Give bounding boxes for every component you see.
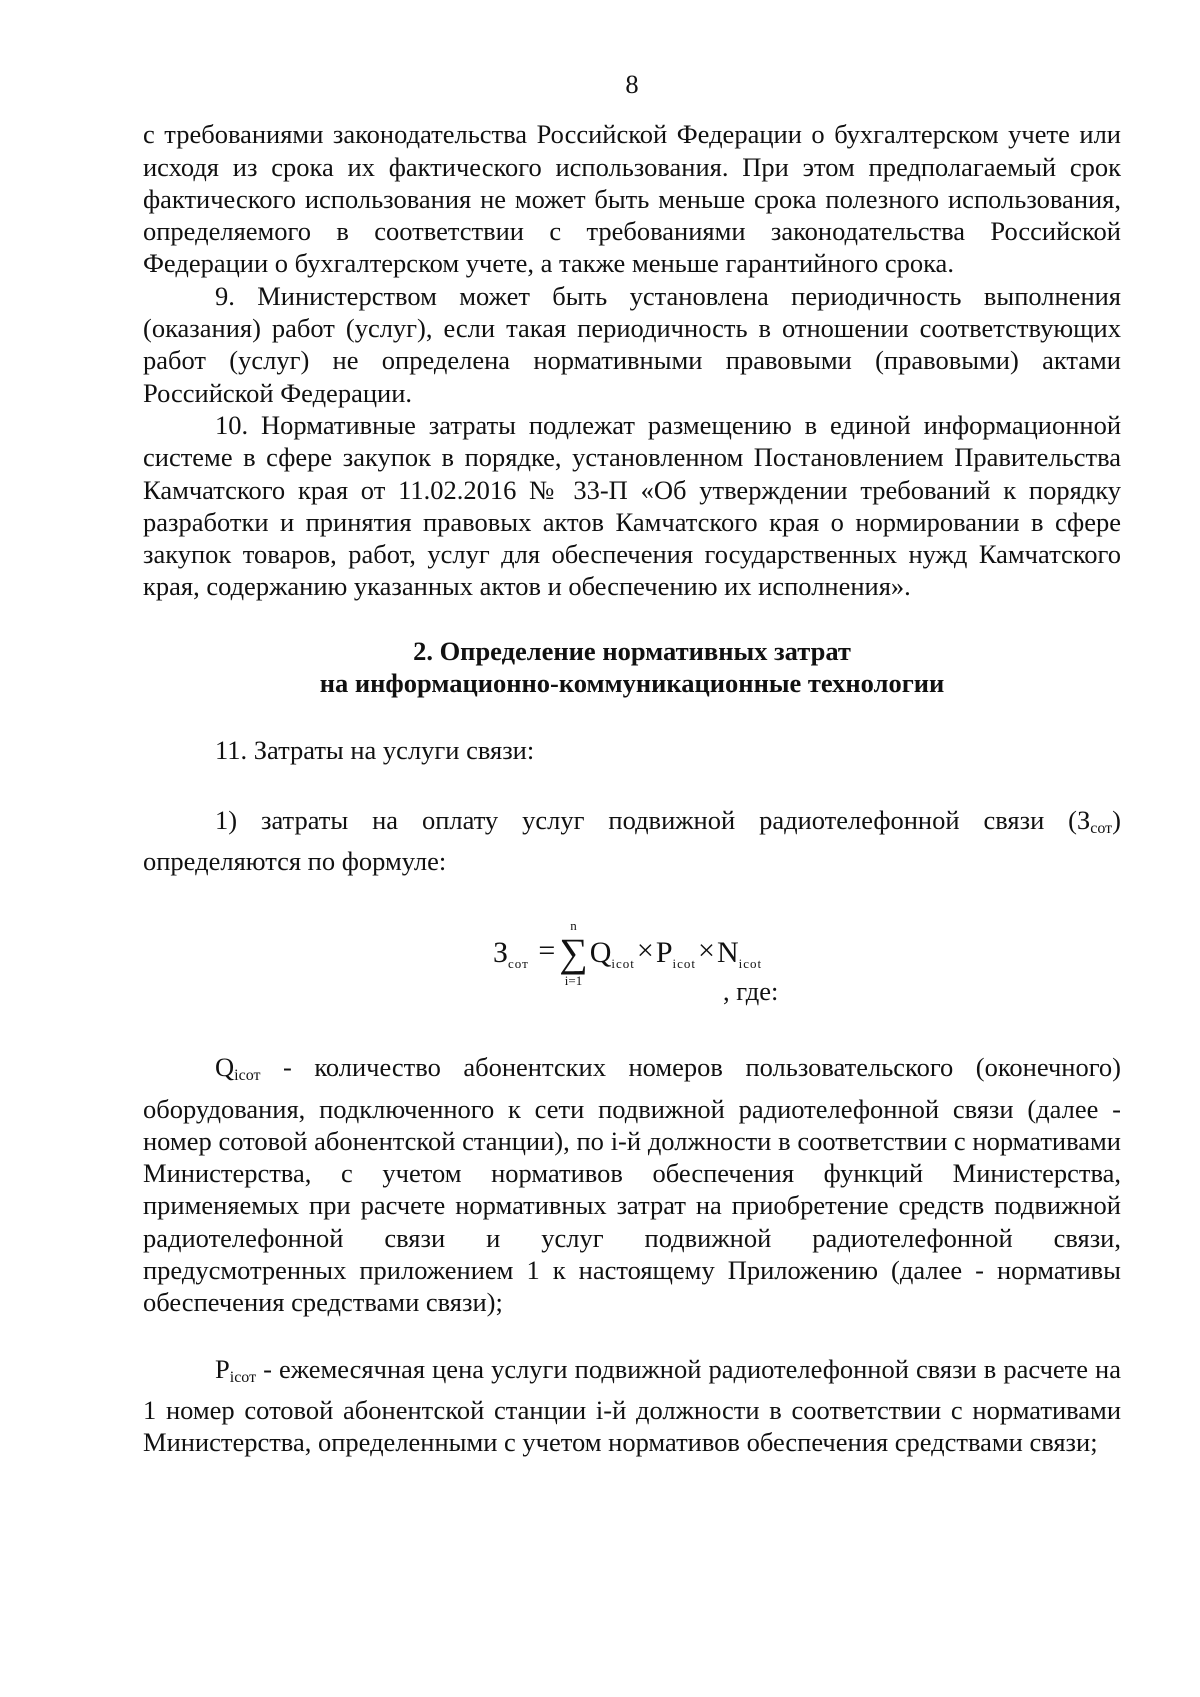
paragraph-item-11: 11. Затраты на услуги связи: [215, 735, 535, 766]
formula-n-subscript: icot [738, 956, 763, 972]
definition-q-subscript: iсот [234, 1067, 261, 1085]
formula-block [143, 918, 1121, 1017]
definition-q [143, 1051, 1121, 1318]
section-heading-line-2: на информационно-коммуникационные технологии [319, 668, 945, 699]
paragraph-continuation: с требованиями законодательства Российской Федерации о бухгалтерском учете или исходя из срока их фактического использования. При этом предполагаемый срок фактического использования не может быть меньше срока полезного использования, определяемого в соответствии с требованиями законодательства Российской Федерации о бухгалтерском учете, а также меньше гарантийного срока. [143, 119, 1121, 279]
formula-lhs: З [493, 936, 509, 970]
cost-formula [493, 918, 763, 989]
section-heading-line-1: 2. Определение нормативных затрат [413, 635, 851, 666]
formula-n: N [716, 936, 739, 970]
definition-p [143, 1353, 1121, 1459]
formula-p-subscript: icot [672, 956, 697, 972]
paragraph-item-10: 10. Нормативные затраты подлежат размещению в единой информационной системе в сфере закупок в порядке, установленном Постановлением Правительства Камчатского края от 11.02.2016 № 33-П «Об утверждении требований к порядку разработки и принятия правовых актов Камчатского края о нормировании в сфере закупок товаров, работ, услуг для обеспечения государственных нужд Камчатского края, содержанию указанных актов и обеспечению их исполнения». [143, 409, 1121, 602]
formula-times-1: × [636, 934, 654, 968]
formula-p: P [655, 936, 673, 970]
sigma-glyph: ∑ [559, 930, 588, 976]
formula-equals: = [538, 934, 556, 968]
definition-p-subscript: iсот [229, 1368, 257, 1386]
paragraph-item-9: 9. Министерством может быть установлена периодичность выполнения (оказания) работ (услуг), если такая периодичность в отношении соответствующих работ (услуг) не определена нормативными правовыми (правовыми) актами Российской Федерации. [143, 280, 1121, 408]
item-1-subscript: сот [1090, 819, 1113, 837]
formula-times-2: × [698, 934, 715, 968]
item-1-text-before: 1) затраты на оплату услуг подвижной радиотелефонной связи (З [215, 804, 1091, 835]
sum-lower-limit: i=1 [564, 973, 583, 989]
item-1-text-after: ) определяются по формуле: [143, 804, 1121, 876]
formula-q: Q [589, 936, 612, 970]
document-page [143, 68, 1121, 1459]
definition-q-variable: Q [215, 1052, 235, 1083]
formula-where-label: , где: [723, 976, 779, 1007]
sum-upper-limit: n [570, 918, 577, 934]
definition-q-text: - количество абонентских номеров пользовательского (оконечного) оборудования, подключенного к сети подвижной радиотелефонной связи (далее - номер сотовой абонентской станции), по i-й должности в соответствии с нормативами Министерства, с учетом нормативов обеспечения функций Министерства, применяемых при расчете нормативных затрат на приобретение средств подвижной радиотелефонной связи и услуг подвижной радиотелефонной связи, предусмотренных приложением 1 к настоящему Приложению (далее - нормативы обеспечения средствами связи); [143, 1052, 1121, 1318]
definition-p-text: - ежемесячная цена услуги подвижной радиотелефонной связи в расчете на 1 номер сотовой абонентской станции i-й должности в соответствии с нормативами Министерства, определенными с учетом нормативов обеспечения средствами связи; [143, 1353, 1121, 1458]
sum-symbol [559, 918, 588, 989]
paragraph-item-11-1 [143, 804, 1121, 878]
definition-p-variable: P [215, 1353, 230, 1384]
page-number: 8 [625, 69, 639, 99]
formula-lhs-subscript: сот [508, 956, 529, 972]
formula-q-subscript: icot [611, 956, 635, 972]
